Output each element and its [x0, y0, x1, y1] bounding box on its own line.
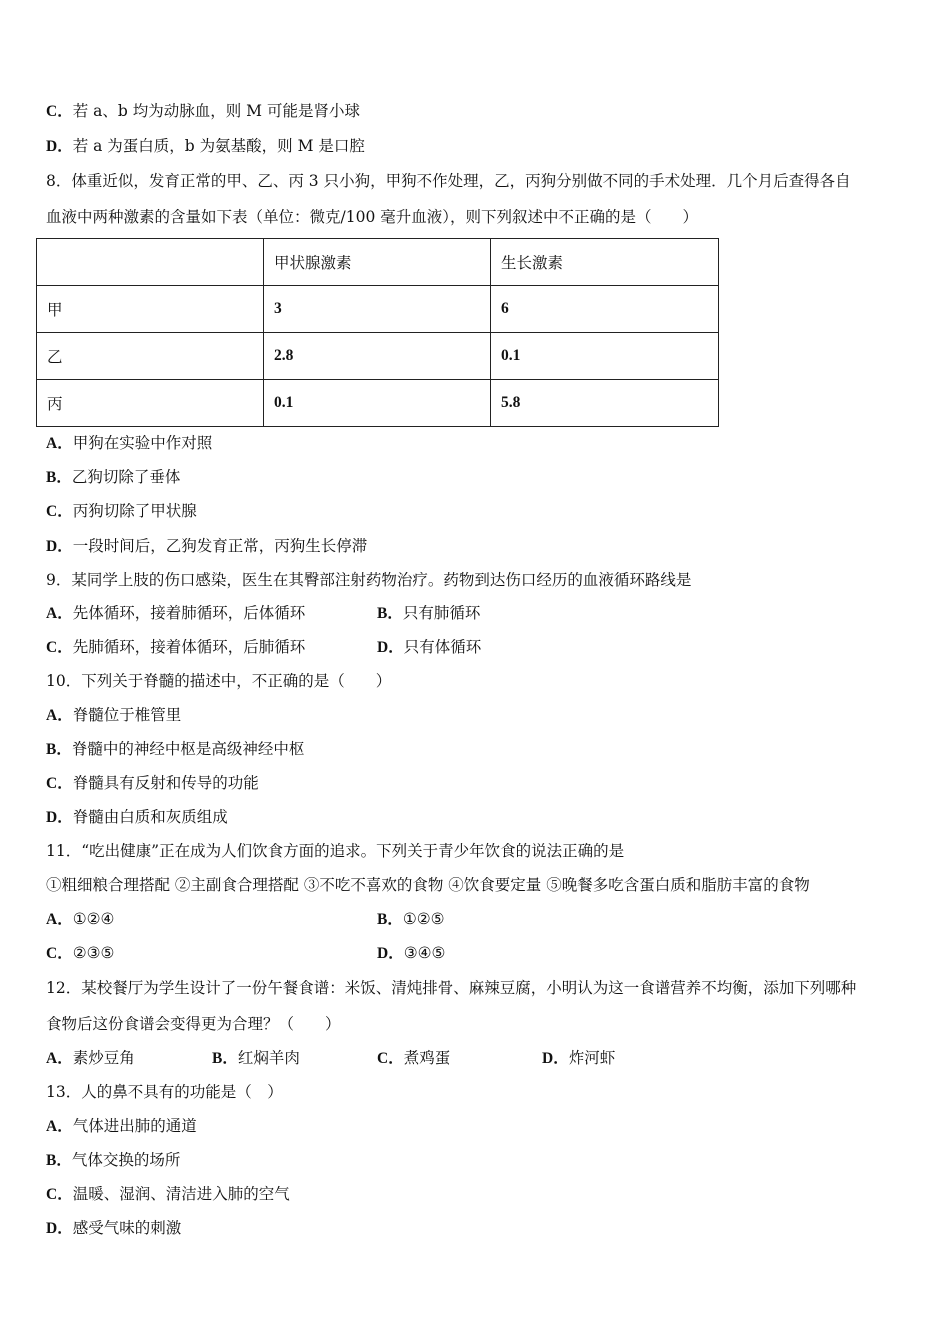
table-cell: 丙: [37, 380, 264, 427]
q11-stem: 11．“吃出健康”正在成为人们饮食方面的追求。下列关于青少年饮食的说法正确的是: [46, 842, 625, 860]
option-text: 一段时间后，乙狗发育正常，丙狗生长停滞: [72, 537, 368, 555]
option-label: D．: [46, 809, 73, 826]
q10-option-a: [46, 704, 181, 727]
q13-option-c: [46, 1183, 290, 1206]
q9-option-c: [46, 636, 305, 659]
table-row: [37, 286, 719, 333]
q8-option-d: [46, 535, 367, 558]
option-text: 炸河虾: [568, 1049, 616, 1067]
option-text: ②③⑤: [72, 944, 115, 962]
q8-stem-line1: 8．体重近似，发育正常的甲、乙、丙 3 只小狗，甲狗不作处理，乙，丙狗分别做不同的手术处理．几个月后查得各自: [46, 172, 851, 190]
table-cell: 0.1: [491, 333, 719, 380]
q10-option-c: [46, 772, 259, 795]
option-label: D．: [46, 538, 73, 555]
q9-option-d: [377, 636, 481, 659]
option-text: 煮鸡蛋: [403, 1049, 451, 1067]
option-text: 甲狗在实验中作对照: [72, 434, 213, 452]
q8-option-b: [46, 466, 180, 489]
option-label: A．: [46, 435, 73, 452]
table-cell: 2.8: [264, 333, 491, 380]
option-label: A．: [46, 605, 73, 622]
option-text: 气体进出肺的通道: [72, 1117, 197, 1135]
option-text: 先肺循环，接着体循环，后肺循环: [72, 638, 306, 656]
q11-option-b: [377, 908, 445, 931]
option-label: B．: [46, 741, 72, 758]
table-row: [37, 333, 719, 380]
option-label: B．: [46, 469, 72, 486]
q12-option-b: [212, 1047, 300, 1070]
option-label: B．: [377, 911, 403, 928]
q13-option-d: [46, 1217, 181, 1240]
q8-option-c: [46, 500, 197, 523]
hormone-table: [36, 238, 719, 427]
table-cell: 3: [264, 286, 491, 333]
option-text: ①②④: [72, 910, 115, 928]
option-text: 脊髓由白质和灰质组成: [72, 808, 228, 826]
option-text: 脊髓位于椎管里: [72, 706, 182, 724]
option-text: 感受气味的刺激: [72, 1219, 182, 1237]
q10-stem: 10．下列关于脊髓的描述中，不正确的是（ ）: [46, 672, 392, 690]
option-text: 若 a、b 均为动脉血，则 M 可能是肾小球: [72, 102, 360, 120]
option-label: A．: [46, 911, 73, 928]
option-label: B．: [212, 1050, 238, 1067]
q13-option-b: [46, 1149, 180, 1172]
option-label: C．: [46, 775, 73, 792]
q10-option-b: [46, 738, 304, 761]
option-text: 丙狗切除了甲状腺: [72, 502, 197, 520]
table-cell: 0.1: [264, 380, 491, 427]
option-text: ③④⑤: [403, 944, 446, 962]
q9-option-b: [377, 602, 480, 625]
option-text: 乙狗切除了垂体: [71, 468, 181, 486]
option-label: A．: [46, 1118, 73, 1135]
option-label: C．: [46, 503, 73, 520]
q12-option-d: [542, 1047, 615, 1070]
option-label: D．: [377, 945, 404, 962]
q11-items: ①粗细粮合理搭配 ②主副食合理搭配 ③不吃不喜欢的食物 ④饮食要定量 ⑤晚餐多吃含蛋白质和脂肪丰富的食物: [46, 876, 810, 894]
q13-option-a: [46, 1115, 197, 1138]
q11-option-d: [377, 942, 445, 965]
option-text: 只有肺循环: [402, 604, 481, 622]
option-label: D．: [377, 639, 404, 656]
q7-option-c: [46, 100, 360, 123]
option-text: 温暖、湿润、清洁进入肺的空气: [72, 1185, 290, 1203]
table-header-cell: 生长激素: [491, 239, 719, 286]
option-label: A．: [46, 707, 73, 724]
option-label: D．: [46, 138, 73, 155]
q12-option-a: [46, 1047, 135, 1070]
option-label: B．: [377, 605, 403, 622]
option-label: C．: [377, 1050, 404, 1067]
q12-stem-line1: 12．某校餐厅为学生设计了一份午餐食谱：米饭、清炖排骨、麻辣豆腐，小明认为这一食谱营养不均衡，添加下列哪种: [46, 979, 857, 997]
option-label: B．: [46, 1152, 72, 1169]
option-label: A．: [46, 1050, 73, 1067]
q7-option-d: [46, 135, 365, 158]
table-cell: 5.8: [491, 380, 719, 427]
option-text: 素炒豆角: [72, 1049, 135, 1067]
option-label: D．: [542, 1050, 569, 1067]
table-cell: 乙: [37, 333, 264, 380]
table-header-cell: 甲状腺激素: [264, 239, 491, 286]
q12-stem-line2: 食物后这份食谱会变得更为合理？（ ）: [46, 1015, 341, 1033]
q13-stem: 13．人的鼻不具有的功能是（ ）: [46, 1083, 283, 1101]
option-label: C．: [46, 945, 73, 962]
option-text: 先体循环，接着肺循环，后体循环: [72, 604, 306, 622]
option-label: C．: [46, 103, 73, 120]
option-text: 脊髓中的神经中枢是高级神经中枢: [71, 740, 305, 758]
table-cell: 甲: [37, 286, 264, 333]
q9-stem: 9．某同学上肢的伤口感染，医生在其臀部注射药物治疗。药物到达伤口经历的血液循环路线是: [46, 571, 692, 589]
q8-stem-line2: 血液中两种激素的含量如下表（单位：微克/100 毫升血液），则下列叙述中不正确的是（ ）: [46, 208, 698, 226]
option-text: ①②⑤: [402, 910, 445, 928]
option-text: 气体交换的场所: [71, 1151, 181, 1169]
option-text: 脊髓具有反射和传导的功能: [72, 774, 259, 792]
option-text: 只有体循环: [403, 638, 482, 656]
option-text: 若 a 为蛋白质，b 为氨基酸，则 M 是口腔: [72, 137, 365, 155]
option-label: C．: [46, 1186, 73, 1203]
table-cell: 6: [491, 286, 719, 333]
q9-option-a: [46, 602, 305, 625]
q11-option-c: [46, 942, 114, 965]
option-label: D．: [46, 1220, 73, 1237]
q10-option-d: [46, 806, 228, 829]
option-label: C．: [46, 639, 73, 656]
table-header-cell: [37, 239, 264, 286]
q11-option-a: [46, 908, 114, 931]
option-text: 红焖羊肉: [237, 1049, 300, 1067]
q8-option-a: [46, 432, 212, 455]
q12-option-c: [377, 1047, 450, 1070]
table-header-row: [37, 239, 719, 286]
table-row: [37, 380, 719, 427]
